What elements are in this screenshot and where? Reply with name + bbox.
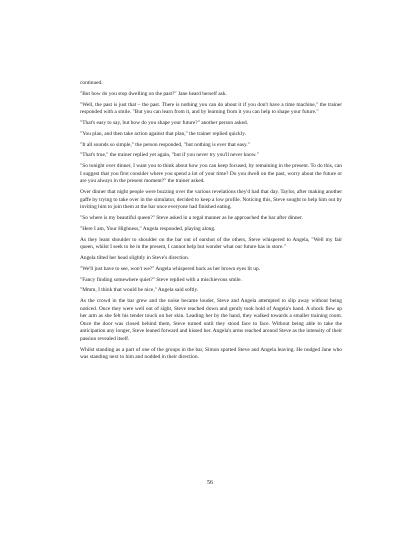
body-text <box>80 80 342 365</box>
paragraph: "Fancy finding somewhere quiet?" Steve replied with a mischievous smile. <box>80 276 242 283</box>
paragraph: Whilst standing as a part of one of the groups in the bar, Simon spotted Steve and Angela leaving. He nudged Jane who was standing next to him and nodded in their direction. <box>80 346 342 361</box>
paragraph: Over dinner that night people were buzzing over the various revelations they'd had that day. Taylor, after making another gaffe by trying to take over in the simulator, decided to keep a low profile. Noticing this, Steve sought to help him out by inviting him to join them at the bar once everyone had finished eating. <box>80 189 342 211</box>
paragraph: "Here I am, Your Highness," Angela responded, playing along. <box>80 225 216 232</box>
paragraph: "That's true," the trainer replied yet again, "but if you never try you'll never know." <box>80 152 259 159</box>
paragraph: "Well, the past is just that – the past. There is nothing you can do about it if you don't have a time machine," the trainer responded with a smile. "But you can learn from it, and by learning from it you can help to shape your future." <box>80 101 342 116</box>
paragraph: "Mmm, I think that would be nice," Angela said softly. <box>80 287 199 294</box>
paragraph: Angela tilted her head slightly in Steve's direction. <box>80 254 190 261</box>
paragraph: As the crowd in the bar grew and the noise became louder, Steve and Angela attempted to slip away without being noticed. Once they were well out of sight, Steve reached down and gently took hold of Angela's hand. A shock flew up her arm as she felt his tender touch on her skin. Leading her by the hand, they walked towards a smaller training room. Once the door was closed behind them, Steve turned until they stood face to face. Without being able to take the anticipation any longer, Steve leaned forward and kissed her. Angela's arms reached around Steve as the intensity of their passion revealed itself. <box>80 298 342 343</box>
paragraph: "You plan, and then take action against that plan," the trainer replied quickly. <box>80 130 246 137</box>
paragraph: "But how do you stop dwelling on the past?" Jane heard herself ask. <box>80 90 227 97</box>
paragraph: As they leant shoulder to shoulder on the bar out of earshot of the others, Steve whispered to Angela, "Well my fair queen, whilst I seek to be in the present, I cannot help but wonder what our future has in store." <box>80 236 342 251</box>
paragraph: "So tonight over dinner, I want you to think about how you can keep focused, by remaining in the present. To do this, can I suggest that you first consider where you spend a lot of your time? Do you dwell on the past, worry about the future or are you always in the present moment?" the trainer asked. <box>80 163 342 185</box>
paragraph: continued. <box>80 80 103 86</box>
paragraph: "It all sounds so simple," the person responded, "but nothing is ever that easy." <box>80 141 250 148</box>
paragraph: "We'll just have to see, won't we?" Angela whispered back as her brown eyes lit up. <box>80 265 261 272</box>
paragraph: "So where is my beautiful queen?" Steve asked in a regal manner as he approached the bar after dinner. <box>80 215 303 221</box>
page-number: 56 <box>207 480 213 486</box>
paragraph: "That's easy to say, but how do you shape your future?" another person asked. <box>80 119 249 126</box>
